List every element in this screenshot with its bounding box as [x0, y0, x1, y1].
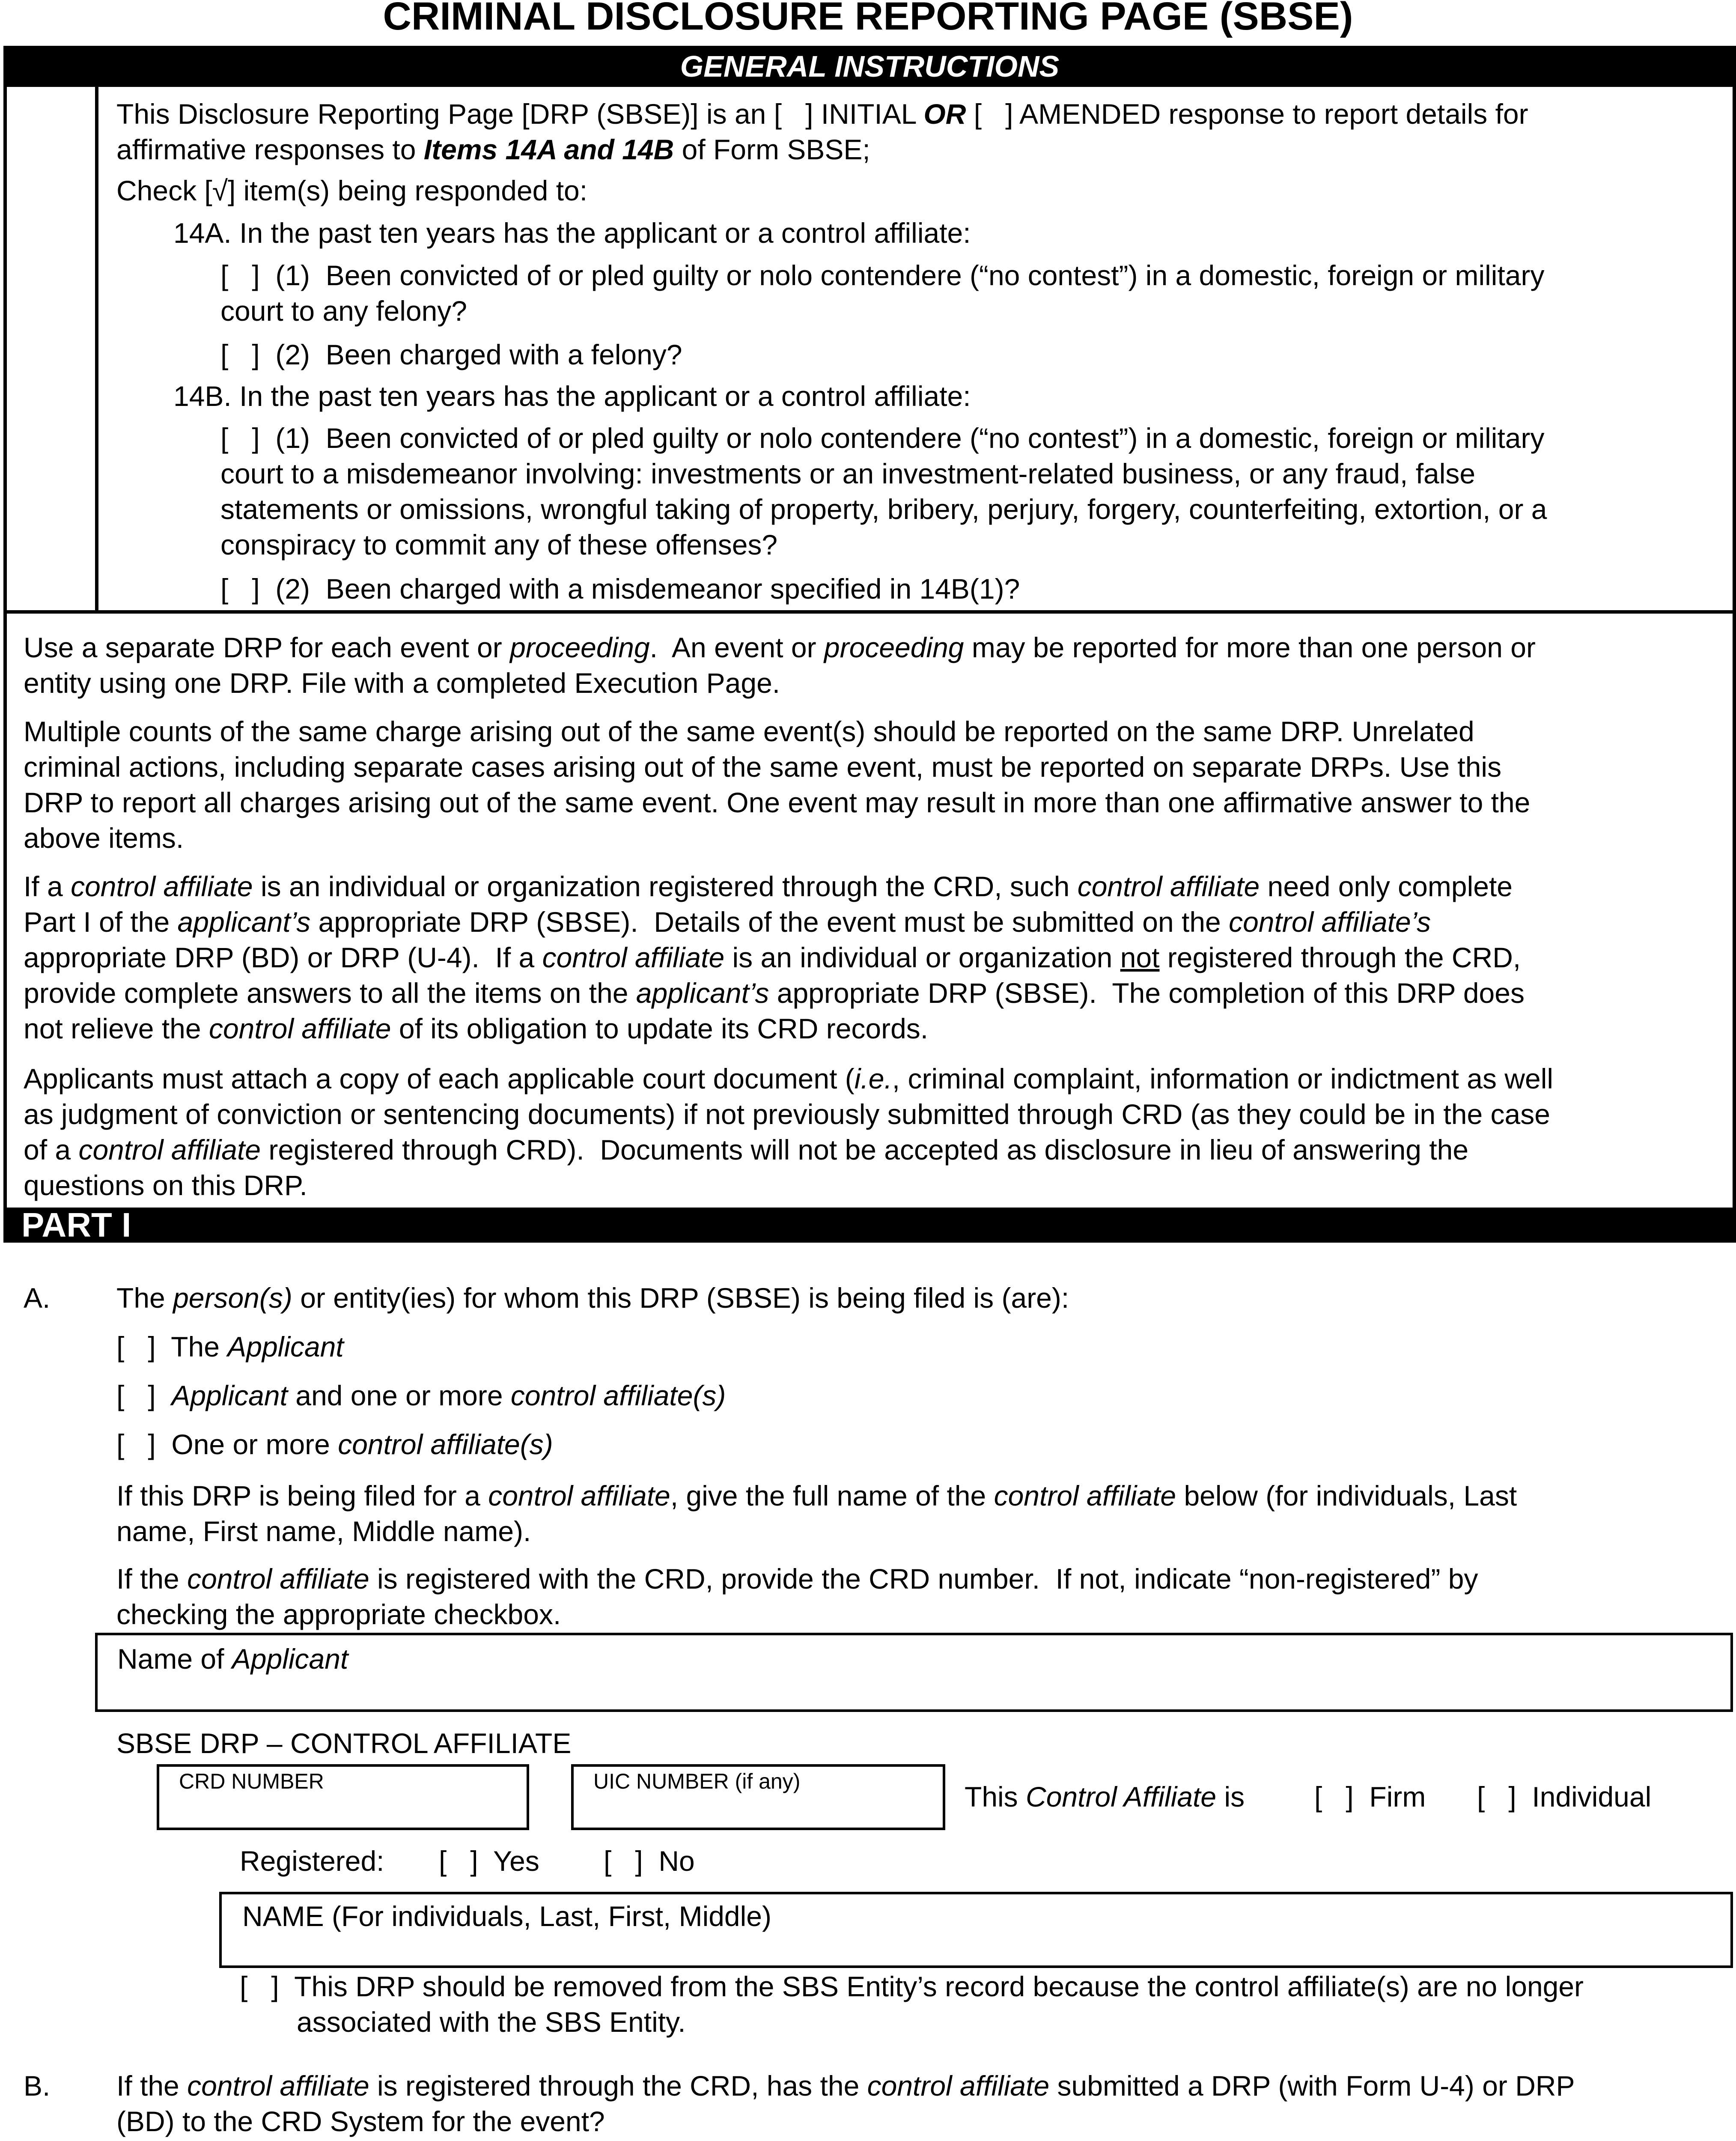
option-applicant-checkbox[interactable]: [ ]: [116, 1331, 156, 1363]
control-affiliate-type: This Control Affiliate is: [965, 1781, 1245, 1813]
instructions-para-4: Applicants must attach a copy of each applicable court document (i.e., criminal complaint, information or indictment as well as judgment of conviction or sentencing documents) if not previously submitted through CRD (as they could be in the case of a control affiliate registered through CRD). Documents will not be accepted as disclosure in lieu of answering the questions on this DRP.: [24, 1063, 1554, 1201]
instructions-para-2: Multiple counts of the same charge arising out of the same event(s) should be reported on the same DRP. Unrelated criminal actions, including separate cases arising out of the same event, must be reported on separate DRPs. Use this DRP to report all charges arising out of the same event. One event may result in more than one affirmative answer to the above items.: [24, 716, 1531, 854]
option-applicant-and-affiliates-checkbox[interactable]: [ ]: [116, 1380, 156, 1411]
part1-header: [3, 1208, 1736, 1243]
page-title: CRIMINAL DISCLOSURE REPORTING PAGE (SBSE): [383, 0, 1353, 38]
general-instructions-title: GENERAL INSTRUCTIONS: [680, 50, 1060, 83]
part1-b-label: B.: [24, 2070, 51, 2102]
intro-check: Check [√] item(s) being responded to:: [116, 175, 588, 206]
firm-option: [ ] Firm: [1314, 1781, 1426, 1813]
item-14b2-checkbox[interactable]: [ ]: [220, 573, 260, 605]
registered-label: Registered:: [240, 1845, 384, 1877]
item-14b2: [ ] (2) Been charged with a misdemeanor specified in 14B(1)?: [220, 573, 1020, 605]
option-affiliates: [ ] One or more control affiliate(s): [116, 1428, 553, 1460]
initial-checkbox[interactable]: [ ]: [774, 98, 813, 130]
part1-name-instruction: If this DRP is being filed for a control affiliate, give the full name of the control affiliate below (for individuals, Last name, First name, Middle name).: [116, 1480, 1517, 1547]
registered-no-checkbox[interactable]: [ ]: [604, 1845, 643, 1877]
registered-no-option: [ ] No: [604, 1845, 695, 1877]
amended-checkbox[interactable]: [ ]: [974, 98, 1013, 130]
item-14a2-checkbox[interactable]: [ ]: [220, 339, 260, 370]
control-affiliate-name-label: NAME (For individuals, Last, First, Middle): [242, 1900, 771, 1932]
firm-checkbox[interactable]: [ ]: [1314, 1781, 1354, 1813]
part1-a-label: A.: [24, 1282, 51, 1314]
intro-line-2: affirmative responses to Items 14A and 14B of Form SBSE;: [116, 134, 870, 165]
individual-checkbox[interactable]: [ ]: [1477, 1781, 1516, 1813]
items-left-divider: [95, 87, 98, 610]
remove-drp-checkbox[interactable]: [ ]: [240, 1971, 279, 2002]
uic-number-field[interactable]: [571, 1764, 945, 1830]
part1-b-question: If the control affiliate is registered through the CRD, has the control affiliate submitted a DRP (with Form U-4) or DRP (BD) to the CRD System for the event?: [116, 2070, 1575, 2137]
item-14a1: [ ] (1) Been convicted of or pled guilty or nolo contendere (“no contest”) in a domestic, foreign or military court to any felony?: [220, 259, 1545, 327]
item-14a2: [ ] (2) Been charged with a felony?: [220, 339, 682, 370]
control-affiliate-name-field[interactable]: [219, 1892, 1733, 1968]
intro-line-1: This Disclosure Reporting Page [DRP (SBSE)] is an [ ] INITIAL OR [ ] AMENDED response to report details for: [116, 98, 1528, 130]
item-14a-label: 14A. In the past ten years has the applicant or a control affiliate:: [173, 217, 971, 249]
part1-title: PART I: [21, 1206, 131, 1244]
applicant-name-label: Name of Applicant: [117, 1643, 348, 1675]
option-applicant: [ ] The Applicant: [116, 1331, 344, 1363]
item-14b1: [ ] (1) Been convicted of or pled guilty or nolo contendere (“no contest”) in a domestic, foreign or military court to a misdemeanor involving: investments or an investment-related business, or any fraud, false statements or omissions, wrongful taking of property, bribery, perjury, forgery, counterfeiting, extortion, or a conspiracy to commit any of these offenses?: [220, 422, 1547, 561]
sbse-control-affiliate-label: SBSE DRP – CONTROL AFFILIATE: [116, 1727, 572, 1759]
general-instructions-header: [3, 46, 1736, 87]
registered-yes-checkbox[interactable]: [ ]: [439, 1845, 478, 1877]
crd-number-label: CRD NUMBER: [179, 1769, 324, 1793]
part1-a-question: The person(s) or entity(ies) for whom this DRP (SBSE) is being filed is (are):: [116, 1282, 1069, 1314]
applicant-name-field[interactable]: [95, 1633, 1733, 1712]
instructions-para-3: If a control affiliate is an individual or organization registered through the CRD, such control affiliate need only complete Part I of the applicant’s appropriate DRP (SBSE). Details of the event must be submitted on the control affiliate’s appropriate DRP (BD) or DRP (U-4). If a control affiliate is an individual or organization not registered through the CRD, provide complete answers to all the items on the applicant’s appropriate DRP (SBSE). The completion of this DRP does not relieve the control affiliate of its obligation to update its CRD records.: [24, 871, 1525, 1044]
option-applicant-and-affiliates: [ ] Applicant and one or more control affiliate(s): [116, 1380, 726, 1411]
item-14a1-checkbox[interactable]: [ ]: [220, 259, 260, 291]
option-affiliates-checkbox[interactable]: [ ]: [116, 1428, 156, 1460]
item-14b1-checkbox[interactable]: [ ]: [220, 422, 260, 454]
remove-drp-option: [ ] This DRP should be removed from the SBS Entity’s record because the control affiliate(s) are no longer associated with the SBS Entity.: [240, 1971, 1584, 2038]
instructions-para-1: Use a separate DRP for each event or proceeding. An event or proceeding may be reported for more than one person or entity using one DRP. File with a completed Execution Page.: [24, 632, 1536, 699]
uic-number-label: UIC NUMBER (if any): [593, 1769, 801, 1793]
registered-yes-option: [ ] Yes: [439, 1845, 539, 1877]
crd-number-field[interactable]: [157, 1764, 529, 1830]
part1-registration-instruction: If the control affiliate is registered with the CRD, provide the CRD number. If not, indicate “non-registered” by checking the appropriate checkbox.: [116, 1563, 1478, 1630]
item-14b-label: 14B. In the past ten years has the applicant or a control affiliate:: [173, 380, 971, 412]
individual-option: [ ] Individual: [1477, 1781, 1652, 1813]
